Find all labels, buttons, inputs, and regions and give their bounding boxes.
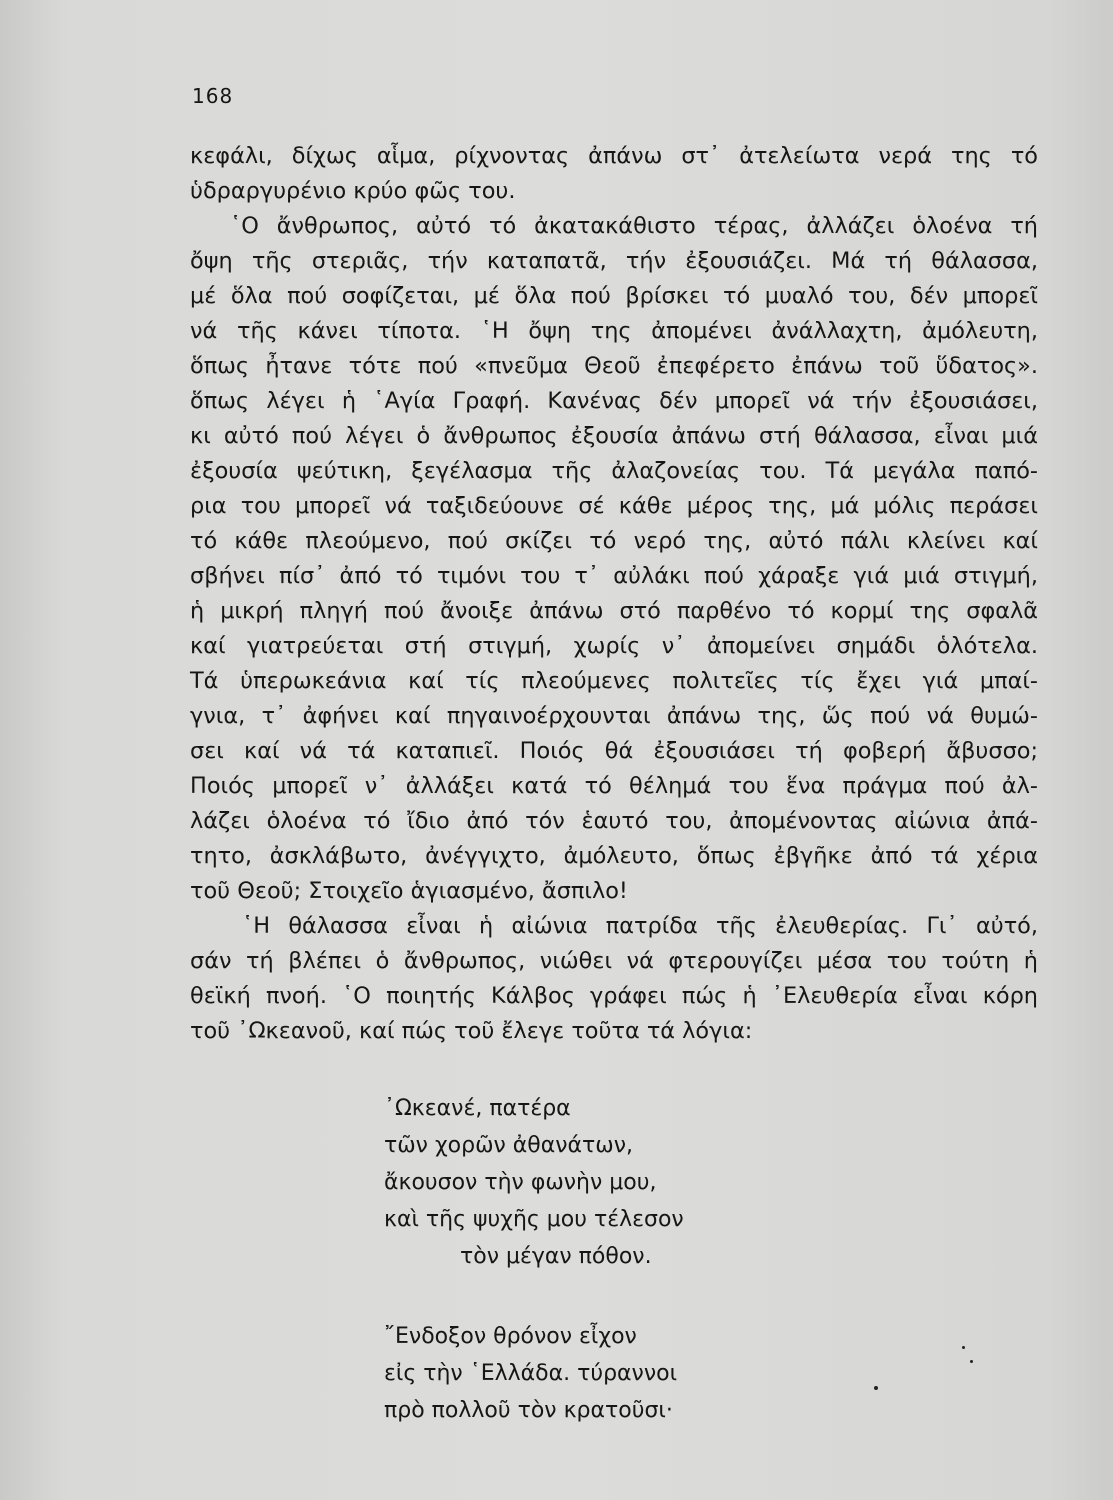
text-line: τητο, ἀσκλάβωτο, ἀνέγγιχτο, ἀμόλευτο, ὅπως ἐβγῆκε ἀπό τά χέρια (190, 843, 1038, 869)
text-line: ἡ μικρή πληγή πού ἄνοιξε ἀπάνω στό παρθένο τό κορμί της σφαλᾶ (190, 598, 1038, 624)
text-line: ρια του μπορεῖ νά ταξιδεύουνε σέ κάθε μέρος της, μά μόλις περάσει (190, 493, 1038, 519)
text-line: ῾Ο ἄνθρωπος, αὐτό τό ἀκατακάθιστο τέρας, ἀλλάζει ὁλοένα τή (230, 213, 1038, 239)
text-line: κι αὐτό πού λέγει ὁ ἄνθρωπος ἐξουσία ἀπάνω στή θάλασσα, εἶναι μιά (190, 423, 1038, 449)
poem-line: τῶν χορῶν ἀθανάτων, (384, 1133, 633, 1158)
ink-speck (874, 1386, 878, 1390)
text-line: λάζει ὁλοένα τό ἴδιο ἀπό τόν ἑαυτό του, ἀπομένοντας αἰώνια ἀπά- (190, 808, 1038, 834)
text-line: τοῦ ᾽Ωκεανοῦ, καί πώς τοῦ ἔλεγε τοῦτα τά λόγια: (190, 1018, 753, 1044)
text-line: γνια, τ᾽ ἀφήνει καί πηγαινοέρχουνται ἀπάνω της, ὥς πού νά θυμώ- (190, 703, 1038, 729)
text-line: ὅπως λέγει ἡ ῾Αγία Γραφή. Κανένας δέν μπορεῖ νά τήν ἐξουσιάσει, (190, 388, 1038, 414)
poem-line: εἰς τὴν ῾Ελλάδα. τύραννοι (384, 1361, 678, 1386)
text-line: Ποιός μπορεῖ ν᾽ ἀλλάξει κατά τό θέλημά του ἕνα πράγμα πού ἀλ- (190, 773, 1038, 799)
text-line: ἐξουσία ψεύτικη, ξεγέλασμα τῆς ἀλαζονείας του. Τά μεγάλα παπό- (190, 458, 1038, 484)
text-line: θεϊκή πνοή. ῾Ο ποιητής Κάλβος γράφει πώς ἡ ᾽Ελευθερία εἶναι κόρη (190, 983, 1038, 1009)
page-number: 168 (192, 84, 234, 108)
text-line: τοῦ Θεοῦ; Στοιχεῖο ἁγιασμένο, ἄσπιλο! (190, 878, 628, 904)
poem-line: ἄκουσον τὴν φωνὴν μου, (384, 1170, 657, 1195)
text-line: ὄψη τῆς στεριᾶς, τήν καταπατᾶ, τήν ἐξουσιάζει. Μά τή θάλασσα, (190, 248, 1038, 274)
ink-speck (962, 1346, 965, 1349)
poem-line: πρὸ πολλοῦ τὸν κρατοῦσι· (384, 1398, 673, 1423)
ink-speck (970, 1360, 973, 1363)
text-line: σβήνει πίσ᾽ ἀπό τό τιμόνι του τ᾽ αὐλάκι πού χάραξε γιά μιά στιγμή, (190, 563, 1038, 589)
text-line: σει καί νά τά καταπιεῖ. Ποιός θά ἐξουσιάσει τή φοβερή ἄβυσσο; (190, 738, 1038, 764)
text-line: μέ ὅλα πού σοφίζεται, μέ ὅλα πού βρίσκει τό μυαλό του, δέν μπορεῖ (190, 283, 1038, 309)
text-line: τό κάθε πλεούμενο, πού σκίζει τό νερό της, αὐτό πάλι κλείνει καί (190, 528, 1038, 554)
poem-line: ᾽Ωκεανέ, πατέρα (384, 1096, 571, 1121)
text-line: νά τῆς κάνει τίποτα. ῾Η ὄψη της ἀπομένει ἀνάλλαχτη, ἀμόλευτη, (190, 318, 1038, 344)
text-line: ῾Η θάλασσα εἶναι ἡ αἰώνια πατρίδα τῆς ἐλευθερίας. Γι᾽ αὐτό, (242, 913, 1038, 939)
text-line: Τά ὑπερωκεάνια καί τίς πλεούμενες πολιτεῖες τίς ἔχει γιά μπαί- (190, 668, 1038, 694)
poem-line: ῎Ενδοξον θρόνον εἶχον (384, 1324, 637, 1349)
text-line: ὑδραργυρένιο κρύο φῶς του. (190, 178, 516, 204)
poem-line: καὶ τῆς ψυχῆς μου τέλεσον (384, 1207, 684, 1232)
text-line: κεφάλι, δίχως αἷμα, ρίχνοντας ἀπάνω στ᾽ ἀτελείωτα νερά της τό (190, 143, 1038, 169)
text-line: σάν τή βλέπει ὁ ἄνθρωπος, νιώθει νά φτερουγίζει μέσα του τούτη ἡ (190, 948, 1038, 974)
poem-line: τὸν μέγαν πόθον. (460, 1244, 652, 1269)
text-line: καί γιατρεύεται στή στιγμή, χωρίς ν᾽ ἀπομείνει σημάδι ὁλότελα. (190, 633, 1038, 659)
text-line: ὅπως ἦτανε τότε πού «πνεῦμα Θεοῦ ἐπεφέρετο ἐπάνω τοῦ ὕδατος». (190, 353, 1038, 379)
